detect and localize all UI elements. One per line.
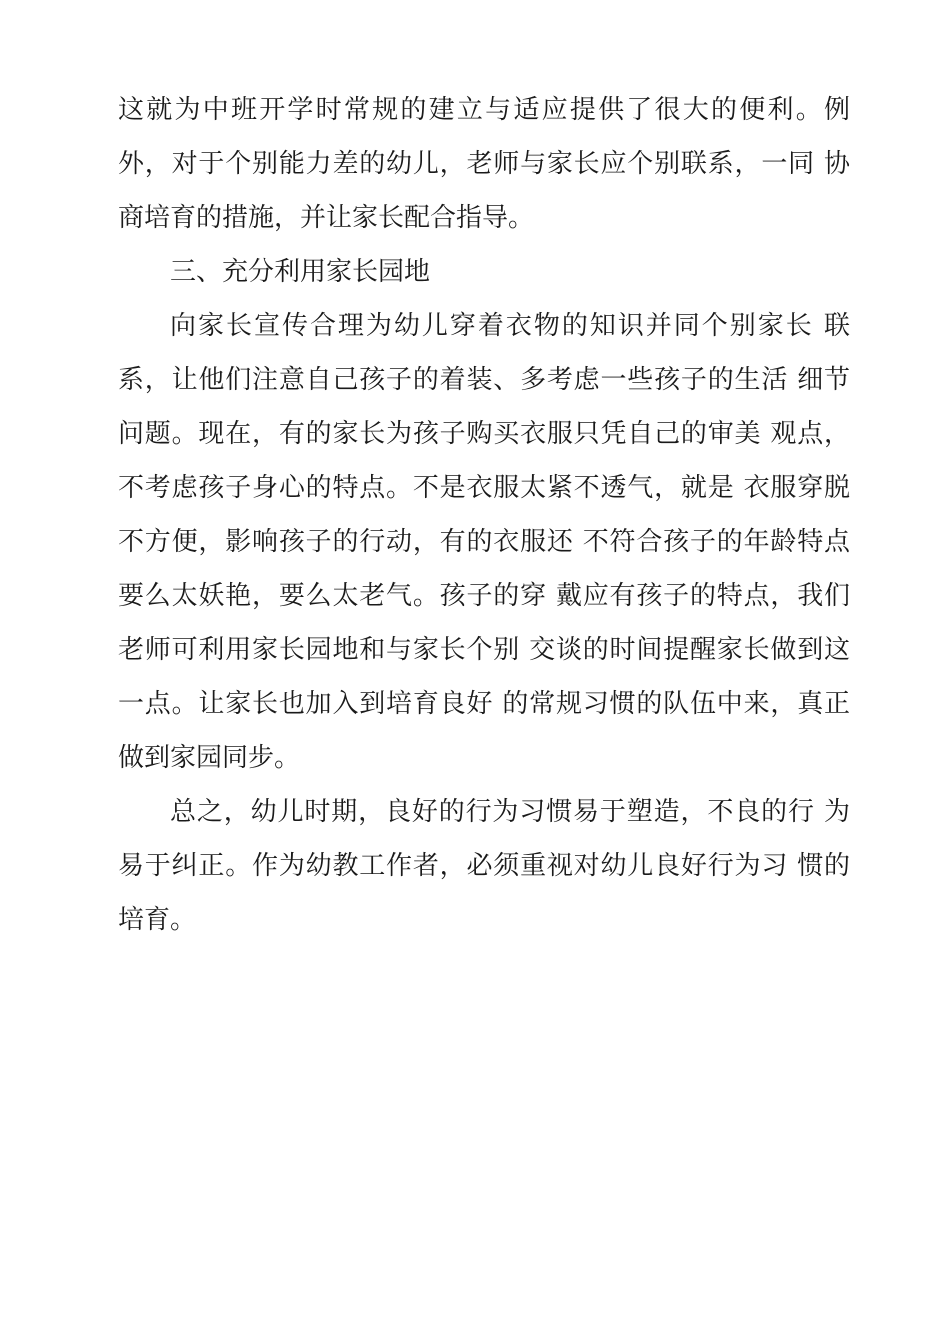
paragraph-1-line-3: 商培育的措施，并让家长配合指导。 — [118, 203, 535, 233]
paragraph-2-line-4: 不考虑孩子身心的特点。不是衣服太紧不透气，就是 衣服穿脱 — [118, 473, 850, 503]
paragraph-2-line-8: 一点。让家长也加入到培育良好 的常规习惯的队伍中来，真正 — [118, 689, 850, 719]
paragraph-2-line-3: 问题。现在，有的家长为孩子购买衣服只凭自己的审美 观点， — [118, 419, 850, 449]
paragraph-1-line-1: 这就为中班开学时常规的建立与适应提供了很大的便利。例 — [118, 95, 850, 125]
paragraph-2-line-2: 系，让他们注意自己孩子的着装、多考虑一些孩子的生活 细节 — [118, 365, 850, 395]
paragraph-2-line-6: 要么太妖艳，要么太老气。孩子的穿 戴应有孩子的特点，我们 — [118, 581, 850, 611]
paragraph-3-line-1: 总之，幼儿时期，良好的行为习惯易于塑造，不良的行 为 — [170, 797, 850, 827]
paragraph-1-line-2: 外，对于个别能力差的幼儿，老师与家长应个别联系，一同 协 — [118, 149, 850, 179]
paragraph-3-line-3: 培育。 — [118, 905, 197, 935]
paragraph-2-line-5: 不方便，影响孩子的行动，有的衣服还 不符合孩子的年龄特点 — [118, 527, 850, 557]
section-heading: 三、充分利用家长园地 — [170, 257, 431, 287]
paragraph-2-line-9: 做到家园同步。 — [118, 743, 301, 773]
paragraph-2-line-7: 老师可利用家长园地和与家长个别 交谈的时间提醒家长做到这 — [118, 635, 850, 665]
paragraph-3-line-2: 易于纠正。作为幼教工作者，必须重视对幼儿良好行为习 惯的 — [118, 851, 850, 881]
paragraph-2-line-1: 向家长宣传合理为幼儿穿着衣物的知识并同个别家长 联 — [170, 311, 850, 341]
